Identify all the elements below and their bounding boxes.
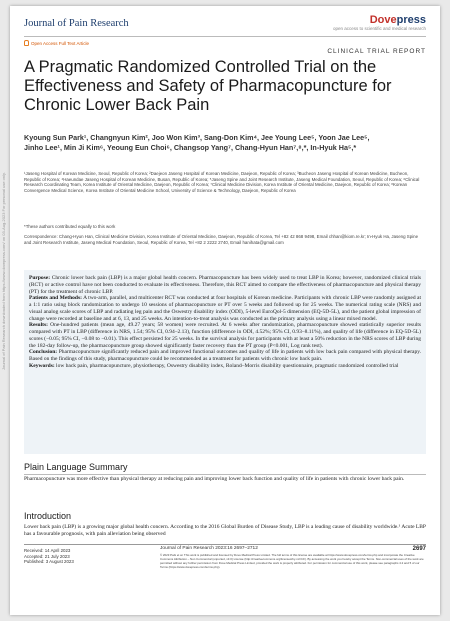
pls-rule [24,474,426,475]
journal-citation: Journal of Pain Research 2023:16 2697–2712 [160,546,258,551]
pls-text: Pharmacopuncture was more effective than physical therapy at reducing pain and improving lower back function and quality of life in patients with chronic lower back pain. [24,476,405,482]
intro-heading: Introduction [24,511,72,521]
article-title: A Pragmatic Randomized Controlled Trial on the Effectiveness and Safety of Pharmacopuncture for Chronic Lower Back Pain [24,58,392,114]
equal-contribution-note: *These authors contributed equally to this work [24,224,116,229]
publisher-tagline: open access to scientific and medical research [332,26,426,31]
abstract-keywords: Keywords: low back pain, pharmacopuncture, physiotherapy, Oswestry disability index, Roland–Morris disability questionnaire, pragmatic randomized controlled trial [29,362,399,369]
pls-heading: Plain Language Summary [24,462,128,472]
authors-line-1: Kyoung Sun Park¹, Changnyun Kim², Joo Won Kim³, Sang-Don Kim⁴, Jee Young Lee⁵, Yoon Jae Lee⁵, [24,133,370,142]
correspondence: Correspondence: Chang-Hyun Han, Clinical Medicine Division, Korea Institute of Oriental Medicine, Daejeon, Republic of Korea, Tel +82 42 868 9498, Email chhan@kiom.re.kr; In-Hyuk Ha, Jaseng Spine and Joint Research Institute, Jaseng Medical Foundation, Seoul, Republic of Korea, Tel +82 2 2222 2740, Email hanihata@gmail.com [24,234,419,245]
paper-page [10,6,440,615]
article-type: CLINICAL TRIAL REPORT [327,48,426,55]
intro-text: Lower back pain (LBP) is a growing major global health concern. According to the 2016 Global Burden of Disease Study, LBP is a leading cause of disability worldwide.¹ Acute LBP has a favourable prognosis, with pain alleviation being observed [24,524,426,538]
author-list [24,133,426,153]
affiliations: ¹Jaseng Hospital of Korean Medicine, Seoul, Republic of Korea; ²Daejeon Jaseng Hospital of Korean Medicine, Daejeon, Republic of Korea; ³Bucheon Jaseng Hospital of Korean Medicine, Bucheon, Republic of Korea; ⁴Haeundae Jaseng Hospital of Korean Medicine, Busan, Republic of Korea; ⁵Jaseng Spine and Joint Research Institute, Jaseng Medical Foundation, Seoul, Republic of Korea; ⁶Clinical Research Coordinating Team, Korea Institute of Oriental Medicine, Daejeon, Republic of Korea; ⁷Clinical Medicine Division, Korea Institute of Oriental Medicine, Daejeon, Republic of Korea; ⁸Korean Convergence Medical Science, Korea Institute of Oriental Medicine School, University of Science & Technology, Daejeon, Republic of Korea [24,171,420,193]
publisher-logo: Dovepress open access to scientific and medical research [332,14,426,31]
page-header [24,14,426,42]
page-number: 2697 [412,546,426,552]
header-rule [24,36,426,37]
abstract-box [24,270,426,454]
open-access-label: Open Access Full Text Article [24,40,89,46]
footer-rule [24,544,426,545]
abstract-results: Results: One-hundred patients (mean age, 49.27 years; 58 women) were recruited. At 6 weeks after randomization, pharmacopuncture showed statistically superior results compared with PT in LBP (difference in NRS, 1.54; 95% CI, 0.94–2.13), function (difference in ODI, 4.52%; 95% CI, 0.93–8.11%), and quality of life (difference in EQ-5D-5L) scores (−0.05; 95% CI, −0.08 to −0.01). This effect persisted for 25 weeks. In the survival analysis for participants with at least a 50% reduction in the NRS scores of LBP during the 182-day follow-up, the pharmacopuncture group showed significantly faster recovery than the PT group (P<0.001, Log rank test). [29,322,422,349]
license-text: © 2023 Park et al. This work is published and licensed by Dove Medical Press Limited. The full terms of this license are available at https://www.dovepress.com/terms.php and incorporate the Creative Commons Attribution – Non Commercial (unported, v3.0) License (http://creativecommons.org/licenses/by-nc/3.0/). By accessing the work you hereby accept the Terms. Non-commercial uses of the work are permitted without any further permission from Dove Medical Press Limited, provided the work is properly attributed. For permission for commercial use of this work, please see paragraphs 4.2 and 5 of our Terms (https://www.dovepress.com/terms.php). [160,553,424,569]
open-lock-icon [24,40,29,46]
abstract-conclusion: Conclusion: Pharmacopuncture significantly reduced pain and improved functional outcomes and quality of life in patients with low back pain compared with physical therapy. Based on the findings of this study, pharmacopuncture could be recommended as a treatment for patients with chronic low back pain. [29,349,421,362]
download-watermark: Journal of Pain Research downloaded from https://www.dovepress.com/ on 03-Aug-2023 For personal use only. [1,172,6,370]
authors-line-2: Jinho Lee¹, Min Ji Kim⁶, Yeoung Eun Choi⁶, Changsop Yang⁷, Chang-Hyun Han⁷,⁸,*, In-Hyuk Ha⁵,* [24,143,357,152]
article-dates: Received: 14 April 2023 Accepted: 21 July 2023 Published: 3 August 2023 [24,548,74,565]
abstract-methods: Patients and Methods: A two-arm, parallel, and multicenter RCT was conducted at four hospitals of Korean medicine. Participants with chronic LBP were randomly assigned at a 1:1 ratio using block randomization to undergo 10 sessions of pharmacopuncture or PT over 5 weeks and followed up for 25 weeks. The numerical rating scale (NRS) and visual analog scale scores of LBP and radiating leg pain and the Oswestry disability index (ODI), 5-level EuroQol-5 dimension (EQ-5D-5L), and the patient global impression of change were recorded at baseline and at 6, 13, and 25 weeks. An intention-to-treat analysis was conducted as the primary analysis using a linear mixed model. [29,295,422,322]
abstract-purpose: Purpose: Chronic lower back pain (LBP) is a major global health concern. Pharmacopuncture has been widely used to treat LBP in Korea; however, randomized clinical trials (RCT) or active control have not been conducted to evaluate its effectiveness. Therefore, this RCT aimed to compare the effectiveness of pharmacopuncture and physical therapy (PT) for the treatment of chronic LBP. [29,275,421,295]
journal-name: Journal of Pain Research [24,18,129,29]
publisher-accent: press [396,14,426,26]
